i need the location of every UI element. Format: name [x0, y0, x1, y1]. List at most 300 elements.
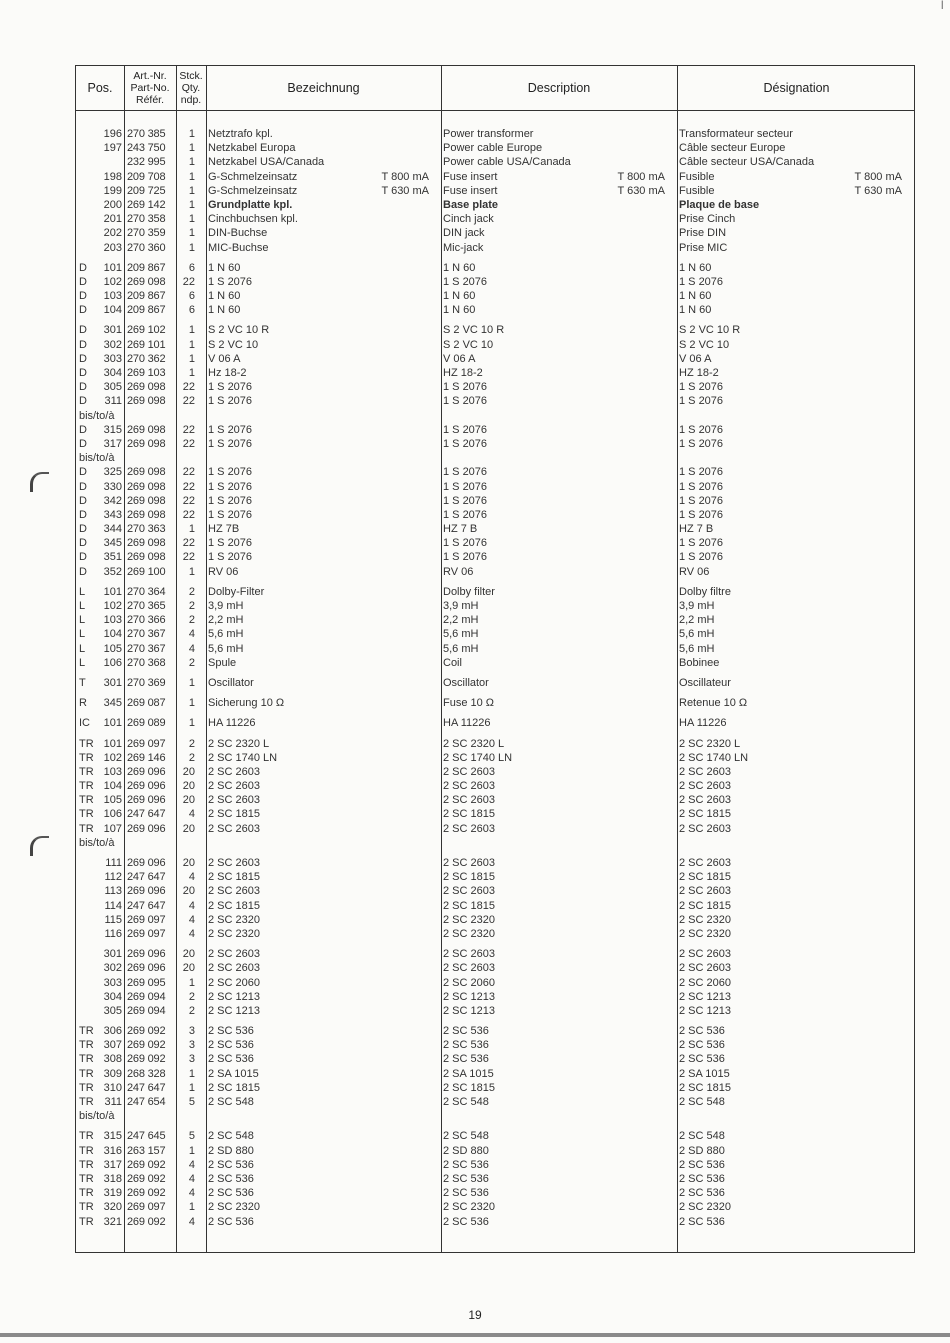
- row-bezeichnung-text: 2,2 mH: [208, 614, 244, 627]
- row-part-number-text: 232 995: [127, 156, 166, 169]
- row-quantity: [176, 716, 200, 730]
- punch-hole-mark: [30, 836, 49, 856]
- row-designation: [671, 1052, 908, 1066]
- row-quantity: [176, 241, 200, 255]
- row-position-text: 345: [103, 697, 122, 710]
- row-quantity-text: 4: [188, 808, 195, 821]
- row-position-text: 106: [103, 808, 122, 821]
- row-quantity: [176, 394, 200, 408]
- row-designation: [671, 990, 908, 1004]
- row-designation: [671, 261, 908, 275]
- row-position: [98, 480, 124, 494]
- row-quantity-text: 4: [188, 1158, 195, 1171]
- row-position-text: 103: [103, 614, 122, 627]
- row-description: [435, 1172, 671, 1186]
- row-position: [98, 599, 124, 613]
- row-part-number: [124, 303, 176, 317]
- row-range-marker: bis/to/à: [79, 1110, 115, 1123]
- row-position-text: 344: [103, 523, 122, 536]
- row-quantity: [176, 779, 200, 793]
- row-bezeichnung: [200, 990, 435, 1004]
- row-position: [98, 366, 124, 380]
- row-part-number: [124, 642, 176, 656]
- row-bezeichnung: [200, 1172, 435, 1186]
- row-quantity: [176, 127, 200, 141]
- row-bezeichnung: [200, 198, 435, 212]
- row-part-number-text: 269 100: [127, 565, 166, 578]
- row-prefix: [76, 508, 98, 522]
- row-prefix: [76, 1144, 98, 1158]
- table-row: [76, 212, 916, 226]
- row-description: [435, 1052, 671, 1066]
- row-bezeichnung-text: HZ 7B: [208, 523, 240, 536]
- row-position: [98, 1052, 124, 1066]
- row-bezeichnung: [200, 913, 435, 927]
- row-designation-text: 2 SC 536: [679, 1215, 725, 1228]
- row-description-text: V 06 A: [443, 352, 476, 365]
- row-quantity-text: 22: [182, 537, 195, 550]
- row-description-text: 1 S 2076: [443, 508, 488, 521]
- row-prefix-text: D: [79, 367, 87, 379]
- row-position: [98, 961, 124, 975]
- row-quantity: [176, 899, 200, 913]
- row-bezeichnung: [200, 696, 435, 710]
- row-position-text: 200: [103, 198, 122, 211]
- row-prefix: [76, 779, 98, 793]
- row-bezeichnung-text: 2 SC 2603: [208, 962, 260, 975]
- row-designation-text: 2 SC 2603: [679, 948, 731, 961]
- row-description-text: 1 S 2076: [443, 537, 488, 550]
- row-designation: [671, 494, 908, 508]
- row-part-number: [124, 716, 176, 730]
- table-row: [76, 261, 916, 275]
- row-quantity-text: 20: [182, 948, 195, 961]
- row-position: [98, 751, 124, 765]
- row-bezeichnung: [200, 155, 435, 169]
- row-position: [98, 289, 124, 303]
- row-quantity: [176, 323, 200, 337]
- row-description-text: 1 N 60: [443, 304, 476, 317]
- row-quantity: [176, 141, 200, 155]
- row-quantity-text: 2: [188, 600, 195, 612]
- row-bezeichnung: [200, 184, 435, 198]
- row-description: [435, 380, 671, 394]
- row-description-text: 2 SC 2320 L: [443, 737, 505, 750]
- row-part-number-text: 269 096: [127, 780, 166, 793]
- row-designation-text: 2 SC 536: [679, 1158, 725, 1171]
- row-part-number: [124, 423, 176, 437]
- row-description: [435, 366, 671, 380]
- table-row: [76, 494, 916, 508]
- row-designation: [671, 1095, 908, 1109]
- row-prefix: [76, 352, 98, 366]
- row-position-text: 345: [103, 537, 122, 550]
- table-row: [76, 1024, 916, 1038]
- row-bezeichnung-text: 1 N 60: [208, 290, 241, 303]
- row-description-text: Fuse insert: [443, 170, 498, 183]
- row-position: [98, 212, 124, 226]
- row-part-number-text: 247 647: [127, 899, 166, 912]
- row-description: [435, 884, 671, 898]
- row-prefix: [76, 141, 98, 155]
- row-quantity-text: 4: [188, 628, 195, 641]
- row-quantity: [176, 1200, 200, 1214]
- row-description-text: 1 S 2076: [443, 275, 488, 288]
- row-bezeichnung-text: 2 SC 536: [208, 1025, 254, 1038]
- row-part-number: [124, 1081, 176, 1095]
- row-description-text: 2 SC 2603: [443, 962, 495, 975]
- row-position: [98, 352, 124, 366]
- row-quantity-text: 20: [182, 822, 195, 835]
- row-description: [435, 550, 671, 564]
- row-position-text: 102: [103, 275, 122, 288]
- row-quantity: [176, 508, 200, 522]
- row-part-number-text: 269 098: [127, 423, 166, 436]
- row-description: [435, 656, 671, 670]
- row-part-number-text: 270 368: [127, 656, 166, 669]
- row-part-number-text: 270 366: [127, 614, 166, 627]
- row-part-number: [124, 696, 176, 710]
- row-bezeichnung: [200, 1215, 435, 1229]
- row-part-number-text: 269 092: [127, 1187, 166, 1200]
- row-designation: [671, 1129, 908, 1143]
- row-quantity-text: 22: [182, 508, 195, 521]
- row-prefix: [76, 613, 98, 627]
- row-bezeichnung: [200, 338, 435, 352]
- row-description-text: HA 11226: [443, 717, 491, 730]
- fuse-rating: T 800 mA: [617, 170, 665, 183]
- row-bezeichnung-text: 1 N 60: [208, 261, 241, 274]
- table-row: [76, 927, 916, 941]
- row-designation: [671, 613, 908, 627]
- row-position: [98, 226, 124, 240]
- row-bezeichnung-text: Netzkabel USA/Canada: [208, 156, 325, 169]
- row-designation: [671, 976, 908, 990]
- row-designation: [671, 275, 908, 289]
- row-bezeichnung: [200, 1095, 435, 1109]
- row-prefix: [76, 1129, 98, 1143]
- row-prefix: [76, 1038, 98, 1052]
- row-prefix-text: TR: [79, 1067, 94, 1080]
- row-description: [435, 1004, 671, 1018]
- row-position-text: 111: [105, 857, 122, 869]
- row-position-text: 301: [103, 948, 122, 961]
- row-prefix-text: D: [79, 395, 87, 408]
- row-position: [98, 779, 124, 793]
- table-row: [76, 1038, 916, 1052]
- row-part-number-text: 270 367: [127, 642, 166, 655]
- row-prefix-text: R: [79, 697, 87, 710]
- row-description-text: 3,9 mH: [443, 600, 479, 612]
- row-prefix: [76, 1052, 98, 1066]
- scan-bottom-edge: [0, 1333, 950, 1337]
- row-bezeichnung: [200, 676, 435, 690]
- table-row: [76, 1095, 916, 1109]
- row-designation-text: 2 SC 1815: [679, 871, 731, 884]
- row-bezeichnung-text: 2 SC 1213: [208, 1004, 260, 1017]
- row-prefix-text: D: [79, 381, 87, 394]
- row-bezeichnung-text: 2 SC 1815: [208, 899, 260, 912]
- row-description: [435, 627, 671, 641]
- row-position: [98, 127, 124, 141]
- row-designation-text: 2 SC 536: [679, 1025, 725, 1038]
- row-description: [435, 807, 671, 821]
- row-designation: [671, 599, 908, 613]
- row-prefix: [76, 261, 98, 275]
- row-quantity: [176, 765, 200, 779]
- row-bezeichnung-text: 1 S 2076: [208, 508, 253, 521]
- row-quantity: [176, 737, 200, 751]
- row-description: [435, 1095, 671, 1109]
- row-quantity: [176, 856, 200, 870]
- row-bezeichnung: [200, 423, 435, 437]
- row-bezeichnung-text: 2 SC 2320 L: [208, 737, 270, 750]
- row-description: [435, 856, 671, 870]
- row-part-number: [124, 323, 176, 337]
- row-description-text: 1 S 2076: [443, 437, 488, 450]
- row-description-text: 2 SC 2603: [443, 948, 495, 961]
- row-designation: [671, 226, 908, 240]
- row-description: [435, 437, 671, 451]
- row-quantity: [176, 676, 200, 690]
- row-position: [98, 1200, 124, 1214]
- row-description: [435, 737, 671, 751]
- row-part-number-text: 247 647: [127, 1081, 166, 1094]
- row-part-number: [124, 765, 176, 779]
- table-row: [76, 716, 916, 730]
- row-position: [98, 1067, 124, 1081]
- row-part-number: [124, 1004, 176, 1018]
- row-description-text: S 2 VC 10: [443, 338, 494, 351]
- row-description: [435, 990, 671, 1004]
- row-position: [98, 303, 124, 317]
- row-quantity-text: 1: [188, 184, 195, 197]
- row-quantity: [176, 627, 200, 641]
- row-designation: [671, 1081, 908, 1095]
- row-quantity: [176, 380, 200, 394]
- row-part-number-text: 270 359: [127, 227, 166, 240]
- row-part-number: [124, 899, 176, 913]
- row-quantity: [176, 275, 200, 289]
- row-bezeichnung: [200, 380, 435, 394]
- row-designation-text: 2 SC 2603: [679, 765, 731, 778]
- row-description: [435, 676, 671, 690]
- row-position-text: 302: [103, 962, 122, 975]
- row-designation: [671, 822, 908, 836]
- row-position-text: 202: [103, 227, 122, 240]
- row-designation-text: 1 S 2076: [679, 551, 724, 564]
- row-description-text: 5,6 mH: [443, 628, 479, 641]
- row-position-text: 352: [103, 565, 122, 578]
- row-bezeichnung-text: 1 S 2076: [208, 537, 253, 550]
- row-prefix: [76, 170, 98, 184]
- row-quantity-text: 4: [188, 1187, 195, 1200]
- table-row: [76, 899, 916, 913]
- row-position: [98, 1158, 124, 1172]
- row-designation-text: 2 SC 2603: [679, 822, 731, 835]
- row-description: [435, 1024, 671, 1038]
- row-bezeichnung: [200, 976, 435, 990]
- row-designation-text: S 2 VC 10: [679, 338, 730, 351]
- row-part-number: [124, 352, 176, 366]
- row-part-number-text: 269 095: [127, 976, 166, 989]
- row-designation-text: Câble secteur USA/Canada: [679, 156, 815, 169]
- row-prefix-text: D: [79, 494, 87, 507]
- table-row: [76, 585, 916, 599]
- row-prefix: [76, 1200, 98, 1214]
- row-designation: [671, 1038, 908, 1052]
- row-prefix-text: L: [79, 628, 86, 641]
- table-row: [76, 141, 916, 155]
- row-bezeichnung: [200, 494, 435, 508]
- row-prefix-text: TR: [79, 1187, 94, 1200]
- row-position: [98, 536, 124, 550]
- row-position-text: 105: [103, 794, 122, 807]
- row-designation-text: 1 S 2076: [679, 423, 724, 436]
- row-prefix: [76, 976, 98, 990]
- row-position-text: 104: [103, 780, 122, 793]
- row-designation: [671, 394, 908, 408]
- row-bezeichnung: [200, 261, 435, 275]
- row-description: [435, 696, 671, 710]
- row-prefix: [76, 275, 98, 289]
- table-row: [76, 1158, 916, 1172]
- row-prefix: [76, 1004, 98, 1018]
- row-description-text: 2 SC 536: [443, 1187, 489, 1200]
- row-designation: [671, 1004, 908, 1018]
- row-designation-text: HZ 18-2: [679, 367, 719, 379]
- row-part-number-text: 269 098: [127, 494, 166, 507]
- row-bezeichnung-text: Spule: [208, 656, 237, 669]
- row-description-text: Cinch jack: [443, 213, 494, 226]
- row-designation-text: 1 N 60: [679, 304, 712, 317]
- row-designation-text: 2 SC 1815: [679, 808, 731, 821]
- row-bezeichnung-text: RV 06: [208, 565, 239, 578]
- row-designation: [671, 737, 908, 751]
- row-bezeichnung: [200, 899, 435, 913]
- row-position-text: 101: [103, 717, 122, 730]
- row-part-number-text: 269 087: [127, 697, 166, 710]
- fuse-rating: T 630 mA: [381, 184, 429, 197]
- row-part-number-text: 209 867: [127, 304, 166, 317]
- row-part-number-text: 269 098: [127, 381, 166, 394]
- row-designation-text: Câble secteur Europe: [679, 142, 786, 155]
- row-bezeichnung: [200, 751, 435, 765]
- row-description: [435, 241, 671, 255]
- row-prefix: [76, 1095, 98, 1109]
- row-prefix-text: TR: [79, 822, 94, 835]
- row-part-number: [124, 1024, 176, 1038]
- row-bezeichnung: [200, 226, 435, 240]
- table-row: [76, 656, 916, 670]
- row-position: [98, 990, 124, 1004]
- row-part-number: [124, 226, 176, 240]
- row-position: [98, 676, 124, 690]
- row-quantity-text: 4: [188, 899, 195, 912]
- row-quantity-text: 1: [188, 324, 195, 337]
- row-position: [98, 323, 124, 337]
- row-designation-text: 2 SC 536: [679, 1053, 725, 1066]
- row-bezeichnung-text: 2 SC 2060: [208, 976, 260, 989]
- row-prefix-text: TR: [79, 1053, 94, 1066]
- row-part-number: [124, 550, 176, 564]
- row-quantity: [176, 870, 200, 884]
- row-part-number-text: 269 097: [127, 1201, 166, 1214]
- row-bezeichnung-text: 2 SC 548: [208, 1130, 254, 1143]
- row-description-text: 2 SC 2320: [443, 927, 495, 940]
- row-description: [435, 642, 671, 656]
- row-designation: [671, 1186, 908, 1200]
- row-position-text: 310: [103, 1081, 122, 1094]
- header-part-number-de: Art.-Nr.: [133, 70, 167, 82]
- row-bezeichnung: [200, 613, 435, 627]
- row-bezeichnung-text: 1 S 2076: [208, 395, 253, 408]
- row-bezeichnung-text: S 2 VC 10: [208, 338, 259, 351]
- row-position: [98, 976, 124, 990]
- row-position: [98, 275, 124, 289]
- row-quantity: [176, 947, 200, 961]
- row-quantity-text: 3: [188, 1039, 195, 1052]
- table-row: [76, 627, 916, 641]
- row-designation-text: V 06 A: [679, 352, 712, 365]
- row-designation-text: 2 SC 2603: [679, 885, 731, 898]
- row-part-number-text: 269 096: [127, 948, 166, 961]
- row-designation-text: Bobinee: [679, 656, 720, 669]
- row-prefix-text: TR: [79, 1158, 94, 1171]
- row-prefix: [76, 184, 98, 198]
- row-position-text: 315: [103, 423, 122, 436]
- row-part-number-text: 209 867: [127, 261, 166, 274]
- row-part-number-text: 247 645: [127, 1130, 166, 1143]
- row-part-number: [124, 275, 176, 289]
- row-designation-text: Fusible: [679, 184, 715, 197]
- row-part-number-text: 269 096: [127, 885, 166, 898]
- row-description: [435, 184, 671, 198]
- row-prefix: [76, 947, 98, 961]
- row-quantity-text: 1: [188, 1144, 195, 1157]
- row-prefix: [76, 437, 98, 451]
- row-designation-text: Oscillateur: [679, 676, 731, 689]
- row-position: [98, 947, 124, 961]
- row-position-text: 102: [103, 600, 122, 612]
- row-description: [435, 352, 671, 366]
- row-bezeichnung: [200, 793, 435, 807]
- row-position: [98, 1144, 124, 1158]
- row-description: [435, 751, 671, 765]
- table-body: [76, 127, 916, 1229]
- row-bezeichnung: [200, 884, 435, 898]
- row-designation-text: 2 SC 2320: [679, 1201, 731, 1214]
- row-bezeichnung-text: 2 SC 2603: [208, 794, 260, 807]
- row-quantity: [176, 656, 200, 670]
- row-description: [435, 198, 671, 212]
- table-row: [76, 737, 916, 751]
- row-prefix: [76, 522, 98, 536]
- row-part-number: [124, 613, 176, 627]
- row-description-text: 2 SC 2603: [443, 857, 495, 869]
- row-quantity: [176, 155, 200, 169]
- row-bezeichnung: [200, 241, 435, 255]
- row-prefix: [76, 1172, 98, 1186]
- row-designation-text: 2 SC 1740 LN: [679, 751, 749, 764]
- row-bezeichnung: [200, 1004, 435, 1018]
- row-bezeichnung: [200, 366, 435, 380]
- row-part-number: [124, 212, 176, 226]
- row-bezeichnung-text: Dolby-Filter: [208, 585, 265, 598]
- table-row: [76, 642, 916, 656]
- row-prefix: [76, 751, 98, 765]
- row-designation: [671, 751, 908, 765]
